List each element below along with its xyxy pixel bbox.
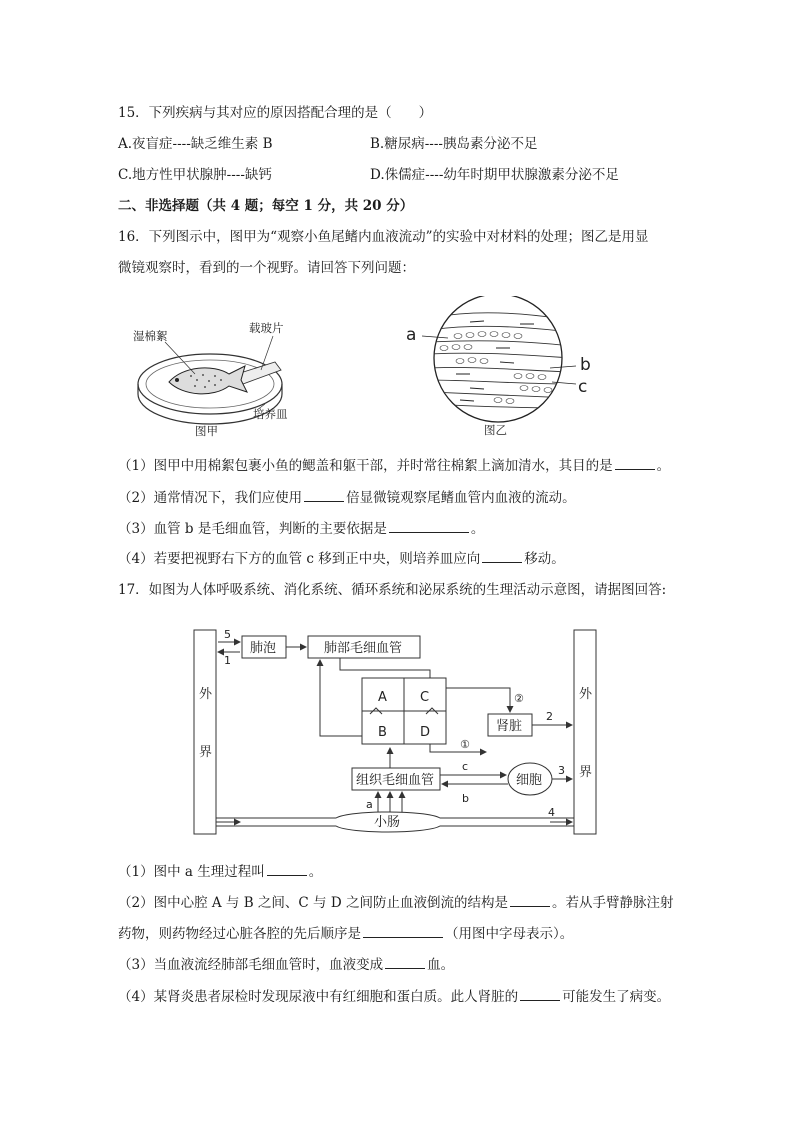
answer-blank[interactable] (520, 987, 560, 1001)
label-dish: 培养皿 (253, 407, 288, 421)
q15-option-a: A.夜盲症----缺乏维生素 B (118, 136, 273, 152)
label-n5: 5 (224, 628, 231, 641)
q17-stem: 17．如图为人体呼吸系统、消化系统、循环系统和泌尿系统的生理活动示意图，请据图回答: (118, 582, 667, 598)
answer-blank[interactable] (510, 893, 550, 907)
figure-yi (400, 296, 600, 438)
answer-blank[interactable] (615, 456, 655, 470)
label-alveolus: 肺泡 (250, 641, 277, 656)
glass-slide (237, 362, 281, 384)
label-n3: 3 (558, 764, 565, 777)
section-title: 二、非选择题（共 4 题；每空 1 分，共 20 分） (118, 198, 414, 214)
label-small-intestine: 小肠 (374, 815, 401, 830)
q17-sub2-line2: 药物，则药物经过心脏各腔的先后顺序是 （用图中字母表示）。 (118, 926, 574, 942)
label-lung-capillary: 肺部毛细血管 (324, 641, 403, 656)
label-c: c (578, 377, 588, 397)
q16-sub4: （4）若要把视野右下方的血管 c 移到正中央，则培养皿应向 移动。 (118, 551, 565, 567)
q15-option-d: D.侏儒症----幼年时期甲状腺激素分泌不足 (370, 167, 619, 183)
q17-sub4: （4）某肾炎患者尿检时发现尿液中有红细胞和蛋白质。此人肾脏的 可能发生了病变。 (118, 989, 671, 1005)
q16-sub3: （3）血管 b 是毛细血管，判断的主要依据是 。 (118, 521, 485, 537)
label-cell: 细胞 (516, 773, 543, 788)
q17-sub2-line1: （2）图中心腔 A 与 B 之间、C 与 D 之间防止血液倒流的结构是 。若从手臂静脉注射 (118, 895, 674, 911)
figure-jia (125, 318, 295, 440)
label-kidney: 肾脏 (496, 719, 523, 734)
label-chamber-c: C (420, 690, 430, 705)
label-cotton: 湿棉絮 (133, 329, 168, 343)
q16-sub2: （2）通常情况下，我们应使用 倍显微镜观察尾鳍血管内血液的流动。 (118, 490, 576, 506)
answer-blank[interactable] (363, 924, 443, 938)
answer-blank[interactable] (267, 862, 307, 876)
label-outside-left: 外 (199, 687, 213, 702)
physiology-diagram (190, 626, 604, 838)
label-circ1: ① (460, 738, 470, 751)
label-outside-left-2: 界 (199, 745, 213, 760)
outside-left-bar (194, 630, 216, 834)
outside-right-bar (574, 630, 596, 834)
caption-jia: 图甲 (195, 424, 218, 438)
answer-blank[interactable] (482, 549, 522, 563)
label-n4: 4 (548, 806, 555, 819)
answer-blank[interactable] (304, 488, 344, 502)
label-b: b (462, 792, 469, 805)
caption-yi: 图乙 (484, 423, 507, 437)
q16-stem-line1: 16．下列图示中，图甲为“观察小鱼尾鳍内血液流动”的实验中对材料的处理；图乙是用显 (118, 229, 649, 245)
label-chamber-d: D (420, 725, 431, 740)
q15-stem: 15．下列疾病与其对应的原因搭配合理的是（ ） (118, 105, 433, 121)
q16-sub1: （1）图甲中用棉絮包裹小鱼的鳃盖和躯干部，并时常往棉絮上滴加清水，其目的是 。 (118, 458, 671, 474)
fish-body (169, 366, 247, 394)
q16-stem-line2: 微镜观察时，看到的一个视野。请回答下列问题： (118, 260, 415, 276)
label-n2: 2 (546, 710, 553, 723)
label-c: c (462, 760, 469, 773)
answer-blank[interactable] (385, 955, 425, 969)
label-n1: 1 (224, 654, 231, 667)
q15-option-c: C.地方性甲状腺肿----缺钙 (118, 167, 272, 183)
label-b: b (580, 355, 591, 375)
label-a: a (366, 798, 373, 811)
label-circ2: ② (514, 692, 524, 705)
fish-eye (175, 378, 179, 382)
q15-option-b: B.糖尿病----胰岛素分泌不足 (370, 136, 538, 152)
answer-blank[interactable] (389, 519, 469, 533)
label-chamber-b: B (378, 725, 387, 740)
q17-sub1: （1）图中 a 生理过程叫 。 (118, 864, 323, 880)
q17-sub3: （3）当血液流经肺部毛细血管时，血液变成 血。 (118, 957, 455, 973)
label-a: a (406, 325, 417, 345)
label-tissue-capillary: 组织毛细血管 (356, 773, 435, 788)
label-slide: 载玻片 (249, 321, 284, 335)
label-outside-right: 外 (579, 687, 593, 702)
label-chamber-a: A (378, 690, 387, 705)
label-outside-right-2: 界 (579, 765, 593, 780)
